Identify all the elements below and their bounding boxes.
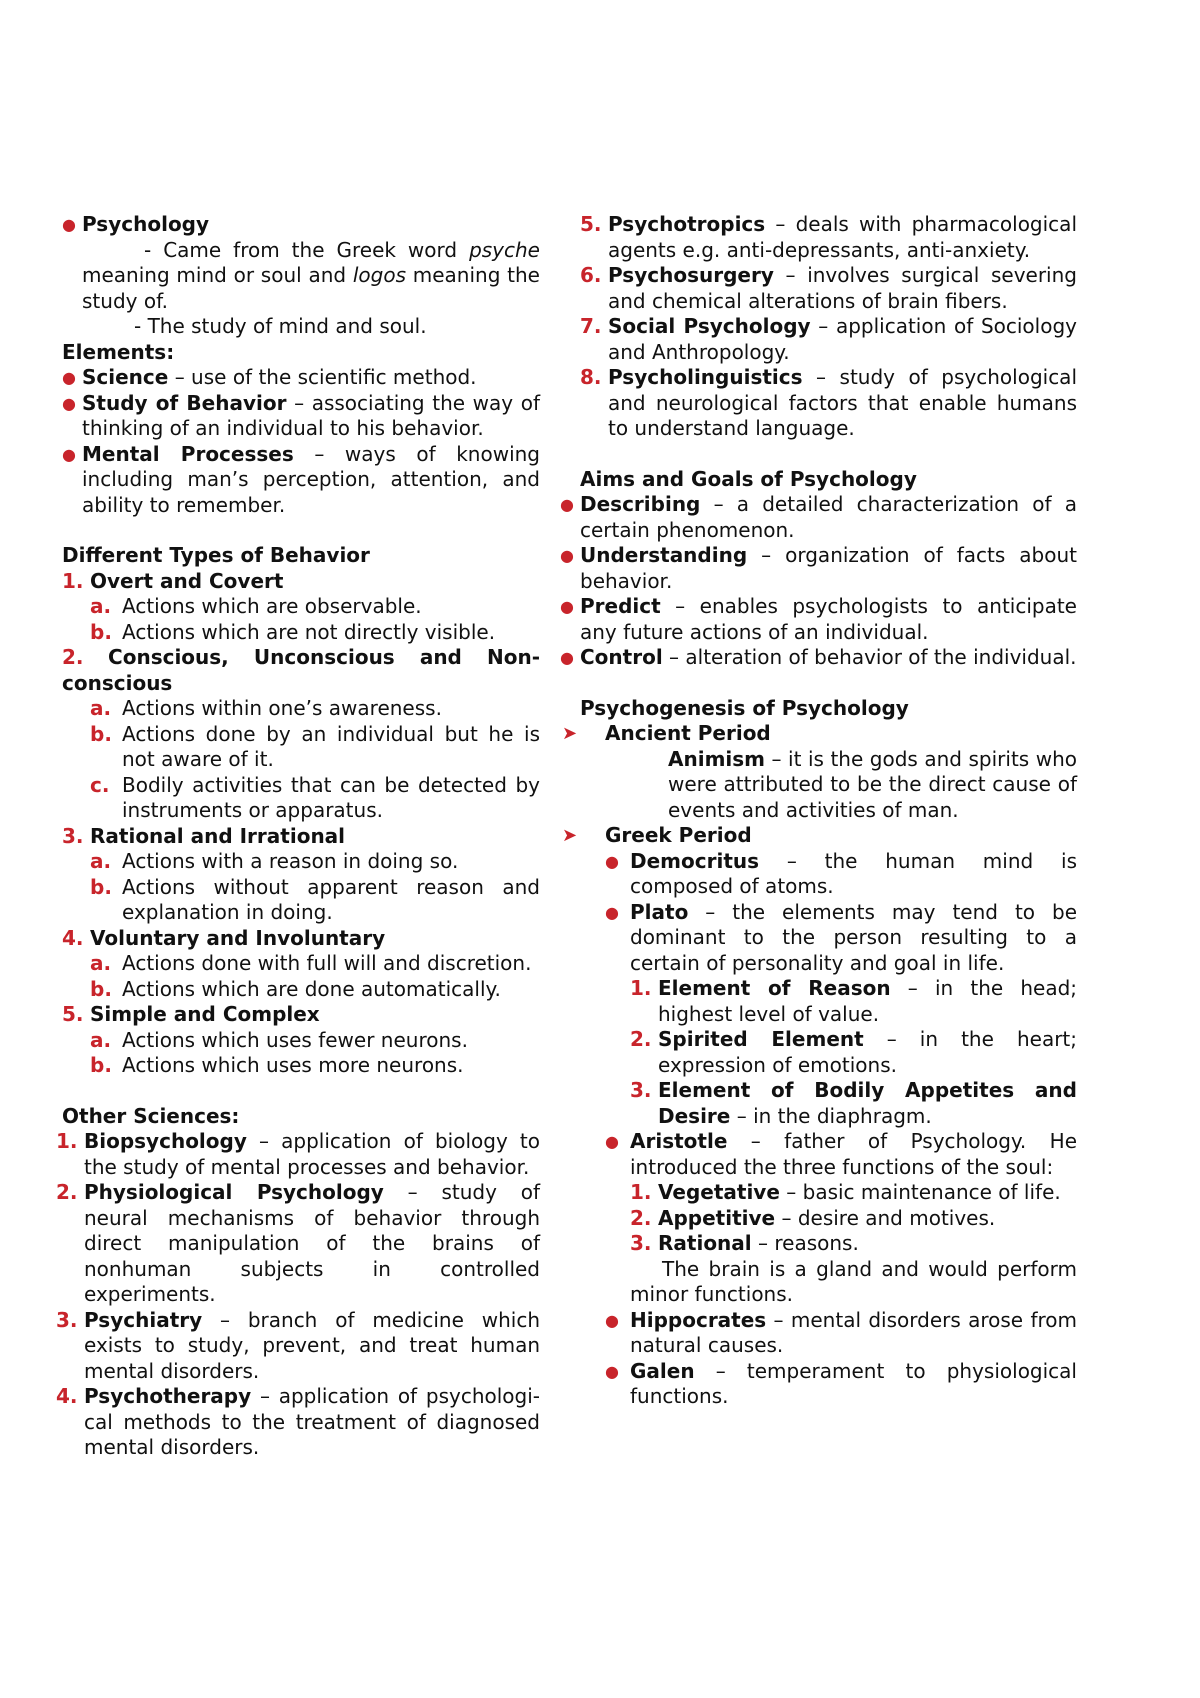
arrow-bullet-icon: ➤: [562, 825, 578, 846]
bullet-icon: ●: [560, 597, 574, 616]
list-item: ● Democritus – the human mind is composed of atoms.: [605, 848, 1077, 898]
bullet-icon: ●: [62, 368, 76, 387]
bullet-icon: ●: [560, 495, 574, 514]
elements-heading: Elements:: [62, 339, 175, 364]
list-item: c. Bodily activities that can be detected by instruments or apparatus.: [90, 772, 540, 822]
other-sciences-list: [56, 1129, 540, 1461]
right-column: [560, 212, 1078, 1410]
aims-list: [560, 492, 1077, 671]
list-item: ● Mental Processes – ways of knowing including man’s perception, attention, and ability to remember.: [62, 441, 540, 517]
list-item: 1. Element of Reason – in the head; highest level of value.: [630, 976, 1078, 1026]
list-item: 2. Physiological Psychology – study of neural mechanisms of behavior through direct manipulation of the brains of nonhuman subjects in controlled experiments.: [56, 1180, 540, 1306]
list-item: 3. Rational – reasons.: [630, 1231, 859, 1255]
bullet-icon: ●: [560, 546, 574, 565]
list-item: b. Actions which uses more neurons.: [90, 1053, 464, 1077]
bullet-icon: ●: [605, 1310, 619, 1330]
bullet-icon: ●: [62, 444, 76, 464]
list-item: ● Predict – enables psychologists to anticipate any future actions of an individual.: [560, 594, 1077, 644]
list-item: 1. Vegetative – basic maintenance of life.: [630, 1180, 1061, 1204]
bullet-icon: ●: [605, 1132, 619, 1151]
bullet-icon: ●: [605, 1361, 619, 1381]
list-item: 4. Psychotherapy – application of psychologi-cal methods to the treatment of diagnosed mental disorders.: [56, 1384, 540, 1459]
list-item: ● Describing – a detailed characterization of a certain phenomenon.: [560, 492, 1077, 542]
bullet-icon: ●: [605, 851, 619, 871]
list-item: 3. Element of Bodily Appetites and Desire – in the diaphragm.: [630, 1078, 1077, 1128]
greek-period-list: [562, 849, 1077, 1410]
bullet-icon: ●: [560, 648, 574, 667]
bullet-icon: ●: [605, 902, 619, 922]
list-item: 3. Psychiatry – branch of medicine which exists to study, prevent, and treat human mental disorders.: [56, 1307, 540, 1383]
ancient-period: ➤ Ancient Period: [562, 721, 771, 745]
list-item: ● Plato – the elements may tend to be dominant to the person resulting to a certain of personality and goal in life.: [605, 899, 1077, 975]
aristotle-note: The brain is a gland and would perform minor functions.: [630, 1256, 1077, 1306]
psychogenesis-list: [562, 721, 1077, 1410]
animism-text: Animism – it is the gods and spirits who were attributed to be the direct cause of events and activities of man.: [668, 746, 1077, 822]
list-item: ● Control – alteration of behavior of the individual.: [560, 645, 1077, 669]
psychology-term: Psychology: [82, 212, 210, 236]
list-item: ● Hippocrates – mental disorders arose from natural causes.: [605, 1307, 1077, 1357]
list-item: b. Actions done by an individual but he is not aware of it.: [90, 721, 540, 771]
list-item: b. Actions without apparent reason and explanation in doing.: [90, 874, 540, 924]
list-item: ● Study of Behavior – associating the way of thinking of an individual to his behavior.: [62, 390, 541, 440]
aims-heading: Aims and Goals of Psychology: [580, 466, 917, 491]
behavior-heading: Different Types of Behavior: [62, 543, 370, 567]
behavior-group: 4. Voluntary and Involuntary a. Actions done with full will and discretion. b. Actions which are done automatically.: [62, 926, 540, 1003]
list-item: a. Actions with a reason in doing so.: [90, 849, 459, 873]
other-sciences-heading: Other Sciences:: [62, 1103, 240, 1128]
list-item: 7. Social Psychology – application of Sociology and Anthropology.: [580, 314, 1077, 364]
list-item: 2. Appetitive – desire and motives.: [630, 1205, 996, 1230]
list-item: ● Aristotle – father of Psychology. He introduced the three functions of the soul:: [605, 1129, 1077, 1179]
list-item: 2. Spirited Element – in the heart; expression of emotions.: [630, 1027, 1077, 1077]
list-item: ● Science – use of the scientific method.: [62, 365, 477, 389]
bullet-icon: ●: [62, 393, 76, 413]
other-sciences-list-continued: [580, 212, 1077, 442]
list-item: b. Actions which are not directly visible.: [90, 619, 496, 644]
psychology-bullet: [62, 212, 540, 238]
greek-period: ➤ Greek Period: [562, 823, 752, 847]
list-item: a. Actions which uses fewer neurons.: [90, 1027, 468, 1052]
left-column: [56, 212, 541, 1461]
list-item: 5. Psychotropics – deals with pharmacological agents e.g. anti-depressants, anti-anxiety.: [580, 212, 1077, 262]
list-item: 1. Biopsychology – application of biology to the study of mental processes and behavior.: [56, 1129, 540, 1179]
list-item: ● Galen – temperament to physiological functions.: [605, 1358, 1077, 1408]
elements-list: [62, 365, 540, 518]
psychogenesis-heading: Psychogenesis of Psychology: [580, 695, 909, 720]
behavior-group: 1. Overt and Covert a. Actions which are observable. b. Actions which are not directly visible.: [62, 569, 540, 646]
bullet-icon: ●: [62, 215, 76, 234]
list-item: 6. Psychosurgery – involves surgical severing and chemical alterations of brain fibers.: [580, 263, 1077, 313]
psychology-definition-2: - The study of mind and soul.: [134, 314, 427, 338]
list-item: ● Understanding – organization of facts about behavior.: [560, 543, 1077, 593]
list-item: 8. Psycholinguistics – study of psychological and neurological factors that enable humans to understand language.: [580, 365, 1077, 440]
behavior-group: 2. Conscious, Unconscious and Non-conscious a. Actions within one’s awareness. b. Actions done by an individual but he is not aware of it. c. Bodily activities that can be detected by instruments or apparatus.: [62, 645, 540, 822]
psychology-definition-1: - Came from the Greek word psyche meaning mind or soul and logos meaning the study of.: [82, 237, 540, 313]
arrow-bullet-icon: ➤: [562, 723, 578, 744]
list-item: b. Actions which are done automatically.: [90, 976, 501, 1001]
behavior-group: 3. Rational and Irrational a. Actions with a reason in doing so. b. Actions without apparent reason and explanation in doing.: [62, 823, 540, 924]
list-item: a. Actions which are observable.: [90, 594, 422, 618]
list-item: a. Actions within one’s awareness.: [90, 696, 442, 720]
behavior-group: 5. Simple and Complex a. Actions which uses fewer neurons. b. Actions which uses more neurons.: [62, 1002, 540, 1079]
aristotle-functions: [605, 1180, 1077, 1257]
plato-elements: [605, 976, 1077, 1129]
list-item: a. Actions done with full will and discretion.: [90, 951, 532, 975]
